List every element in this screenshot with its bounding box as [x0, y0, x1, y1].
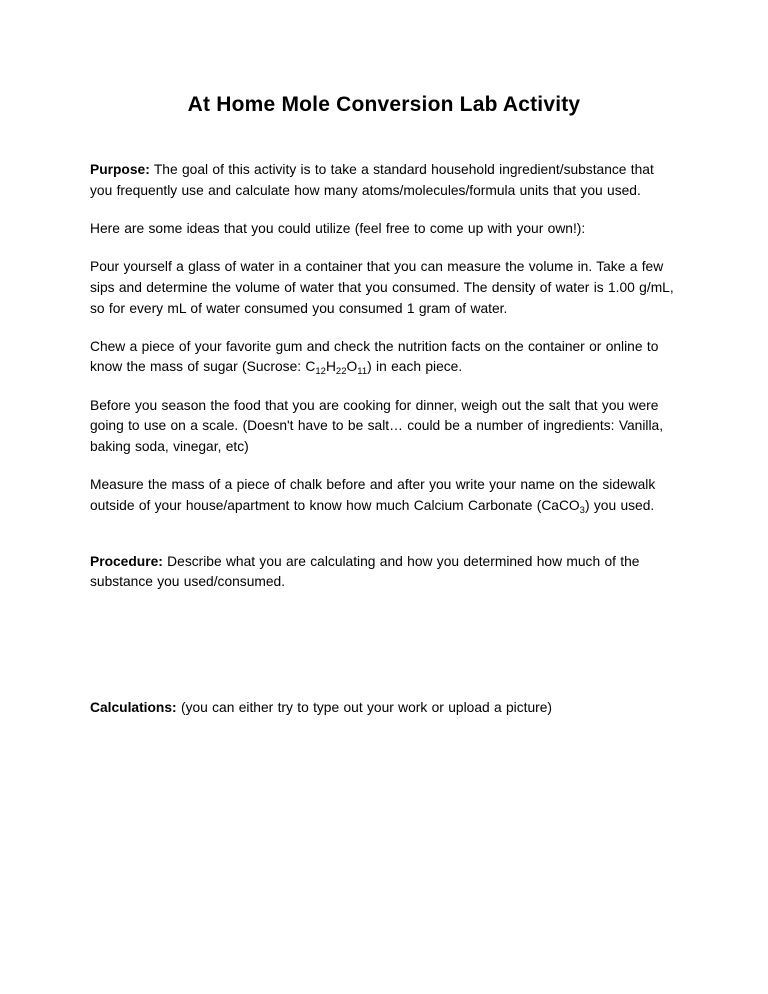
text-run: O [346, 359, 358, 375]
blank-line [90, 319, 678, 337]
paragraph [90, 337, 678, 378]
text-run: Describe what you are calculating and how you determined how much of the substance you used/consumed. [90, 553, 640, 590]
blank-line [90, 611, 678, 629]
blank-line [90, 201, 678, 219]
document-title: At Home Mole Conversion Lab Activity [187, 93, 581, 116]
subscript-run: 3 [579, 504, 585, 516]
blank-line [90, 593, 678, 611]
blank-line [90, 646, 678, 664]
blank-line [90, 628, 678, 646]
paragraph [90, 257, 678, 319]
blank-line [90, 378, 678, 396]
text-run: Here are some ideas that you could utilize (feel free to come up with your own!): [90, 220, 586, 236]
blank-line [90, 534, 678, 552]
text-run: Measure the mass of a piece of chalk before and after you write your name on the sidewalk outside of your house/apartment to know how much Calcium Carbonate (CaCO [90, 477, 656, 513]
text-run: Pour yourself a glass of water in a container that you can measure the volume in. Take a few sips and determine the volume of water that you consumed. The density of water is 1.00 g/mL, so for every mL of water consumed you consumed 1 gram of water. [90, 259, 674, 316]
text-run: Chew a piece of your favorite gum and check the nutrition facts on the container or online to know the mass of sugar (Sucrose: C [90, 338, 659, 375]
bold-lead-run: Calculations: [90, 700, 177, 716]
blank-line [90, 663, 678, 681]
text-run: H [325, 359, 336, 375]
text-run: Before you season the food that you are cooking for dinner, weigh out the salt that you were going to use on a scale. (Doesn't have to be salt… could be a number of ingredients: Vanilla, baking soda, vinegar, etc) [90, 397, 664, 455]
text-run: ) in each piece. [367, 359, 463, 375]
paragraph [90, 552, 678, 593]
paragraph [90, 698, 678, 719]
blank-line [90, 143, 678, 161]
paragraph [90, 475, 678, 516]
text-run: The goal of this activity is to take a standard household ingredient/substance that you frequently use and calculate how many atoms/molecules/formula units that you used. [90, 162, 654, 198]
blank-line [90, 240, 678, 258]
subscript-run: 11 [357, 366, 368, 378]
text-run: ) you used. [584, 497, 655, 513]
paragraph [90, 160, 678, 201]
paragraph [90, 219, 678, 240]
paragraph [90, 396, 678, 458]
blank-line [90, 681, 678, 699]
bold-lead-run: Procedure: [90, 553, 163, 569]
text-run: (you can either try to type out your work or upload a picture) [176, 700, 553, 716]
blank-line [90, 458, 678, 476]
document-body [90, 125, 678, 719]
subscript-run: 12 [315, 366, 326, 378]
subscript-run: 22 [335, 366, 347, 378]
blank-line [90, 517, 678, 535]
bold-lead-run: Purpose: [90, 162, 150, 177]
blank-line [90, 125, 678, 143]
